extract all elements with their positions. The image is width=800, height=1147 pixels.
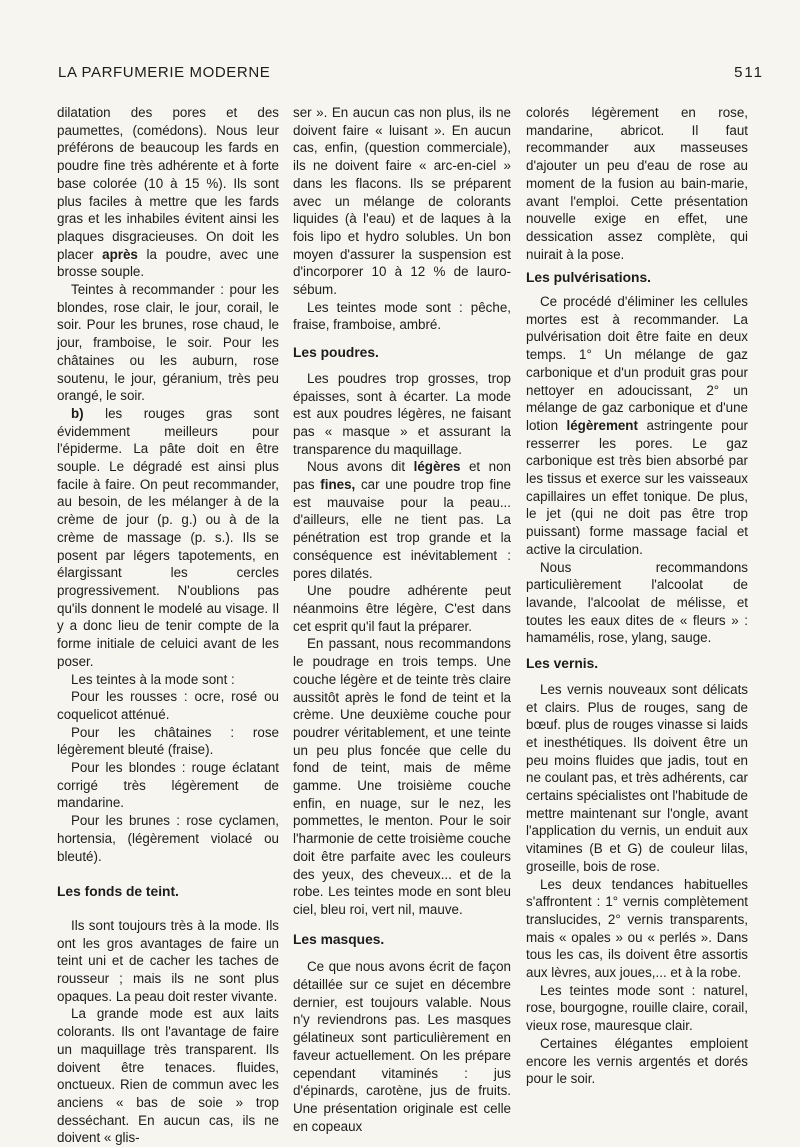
column-1 xyxy=(57,104,279,1147)
column-2 xyxy=(293,104,511,1135)
paragraph: colorés légèrement en rose, mandarine, abricot. Il faut recommander aux masseuses d'ajouter un peu d'eau de rose au moment de la fusion au bain-marie, avant l'emploi. Cette présentation nouvelle exige en effet, une dessication assez complète, qui nuirait à la pose. xyxy=(526,105,748,262)
paragraph: La grande mode est aux laits colorants. Ils ont l'avantage de faire un maquillage très transparent. Ils doivent être tenaces. fluides, onctueux. Rien de commun avec les anciens « bas de soie » trop desséchant. En aucun cas, ils ne doivent « glis- xyxy=(57,1006,279,1146)
section-heading-masques: Les masques. xyxy=(293,931,385,947)
paragraph: Les poudres trop grosses, trop épaisses, sont à écarter. La mode est aux poudres légères, ne faisant pas « masque » et assurant la transparence du maquillage. xyxy=(293,370,511,457)
paragraph: Pour les rousses : ocre, rosé ou coquelicot atténué. xyxy=(57,689,279,722)
emphasis: légères xyxy=(413,459,461,475)
paragraph: Les deux tendances habituelles s'affrontent : 1° vernis complètement translucides, 2° vernis transparents, mais « opales » ou « perlés ». Dans tous les cas, ils doivent être assortis aux lèvres, aux joues,... et à la robe. xyxy=(526,876,748,981)
page-number: 511 xyxy=(734,64,764,81)
emphasis: après xyxy=(102,246,138,262)
section-heading-vernis: Les vernis. xyxy=(526,656,599,672)
paragraph: ser ». En aucun cas non plus, ils ne doivent faire « luisant ». En aucun cas, enfin, (question commerciale), ils ne doivent faire « arc-en-ciel » dans les flacons. Ils se préparent avec un mélange de colorants liquides (à l'eau) et de laques à la fois lipo et hydro solubles. Un bon moyen d'assurer la suspension est d'incorporer 10 à 12 % de lauro-sébum. xyxy=(293,105,511,298)
section-heading-pulverisations: Les pulvérisations. xyxy=(526,270,651,286)
paragraph: Les vernis nouveaux sont délicats et clairs. Plus de rouges, sang de bœuf. plus de rouges vinasse si laids et inesthétiques. Ils doivent être un peu moins fluides que jadis, tout en ne coulant pas, et très adhérents, car certains spécialistes ont l'habitude de mettre maintenant sur l'ongle, avant l'application du vernis, un enduit aux vitamines (B et G) de couleur lilas, groseille, bois de rose. xyxy=(526,681,748,874)
paragraph: b) les rouges gras sont évidemment meilleurs pour l'épiderme. La pâte doit en être souple. Le dégradé est ainsi plus facile à faire. On peut recommander, au besoin, de les mélanger à de la crème de jour (p. g.) ou à de la crème de massage (p. s.). Ils se posent par légers tapotements, en élargissant les cercles progressivement. N'oublions pas qu'ils donnent le modelé au visage. Il y a donc lieu de tenir compte de la forme initiale de celuici avant de les poser. xyxy=(57,405,279,669)
section-heading-poudres: Les poudres. xyxy=(293,345,379,361)
paragraph: Ce procédé d'éliminer les cellules mortes est à recommander. La pulvérisation doit être faite en deux temps. 1° Un mélange de gaz carbonique et d'un produit gras pour nettoyer en adoucissant, 2° un mélange de gaz carbonique et d'une lotion légèrement astringente pour resserrer les pores. Le gaz carbonique est très bien absorbé par les tissus et exerce sur les vaisseaux capillaires un effet tonique. De plus, le jet (qui ne doit pas être trop puissant) forme massage facial et active la circulation. xyxy=(526,294,748,557)
paragraph: Les teintes mode sont : naturel, rose, bourgogne, rouille claire, corail, vieux rose, mauresque clair. xyxy=(526,982,748,1034)
paragraph: Une poudre adhérente peut néanmoins être légère, C'est dans cet esprit qu'il faut la préparer. xyxy=(293,583,511,634)
emphasis: fines, xyxy=(320,477,356,493)
paragraph: Les teintes à la mode sont : xyxy=(71,671,235,687)
running-head xyxy=(58,64,764,84)
paragraph: Nous avons dit légères et non pas fines, car une poudre trop fine est mauvaise pour la peau... d'ailleurs, elle ne tient pas. La pénétration est trop grande et la conséquence est inévitablement : pores dilatés. xyxy=(293,459,511,581)
emphasis: b) xyxy=(71,405,84,421)
column-3 xyxy=(526,104,748,1088)
paragraph: En passant, nous recommandons le poudrage en trois temps. Une couche légère et de teinte très claire aussitôt après le fond de teint et la crème. Une deuxième couche pour poudrer véritablement, et une teinte un peu plus foncée que celle du fond de teint, mais de même gamme. Une troisième couche enfin, en nuage, sur le nez, les pommettes, le menton. Pour le soir l'harmonie de cette troisième couche doit être parfaite avec les couleurs des yeux, des cheveux... et de la robe. Les teintes mode en sont bleu ciel, bleu roi, vert nil, mauve. xyxy=(293,636,511,917)
paragraph: dilatation des pores et des paumettes, (comédons). Nous leur préférons de beaucoup les fards en poudre fine très adhérente et à forte base colorée (10 à 15 %). Ils sont plus faciles à mettre que les fards gras et les inhabiles évitent ainsi les plaques disgracieuses. On doit les placer après la poudre, avec une brosse souple. xyxy=(57,105,279,280)
paragraph: Pour les blondes : rouge éclatant corrigé très légèrement de mandarine. xyxy=(57,760,279,811)
paragraph: Teintes à recommander : pour les blondes, rose clair, le jour, corail, le soir. Pour les brunes, rose chaud, le jour, framboise, le soir. Pour les châtaines ou les auburn, rose soutenu, le jour, géranium, très peu orangé, le soir. xyxy=(57,282,279,404)
paragraph: Nous recommandons particulièrement l'alcoolat de lavande, l'alcoolat de mélisse, et toutes les eaux dites de « fleurs » : hamamélis, rose, ylang, sauge. xyxy=(526,559,748,646)
paragraph: Ils sont toujours très à la mode. Ils ont les gros avantages de faire un teint uni et de cacher les taches de rousseur ; mais ils ne sont plus opaques. La peau doit rester vivante. xyxy=(57,917,279,1004)
paragraph: Les teintes mode sont : pêche, fraise, framboise, ambré. xyxy=(293,299,511,333)
paragraph: Ce que nous avons écrit de façon détaillée sur ce sujet en décembre dernier, est toujours valable. Nous n'y reviendrons pas. Les masques gélatineux sont particulièrement en faveur actuellement. On les prépare cependant vitaminés : jus d'épinards, carotène, jus de fruits. Une présentation originale est celle en copeaux xyxy=(293,959,511,1134)
section-heading-fonds-de-teint: Les fonds de teint. xyxy=(57,884,179,900)
paragraph: Certaines élégantes emploient encore les vernis argentés et dorés pour le soir. xyxy=(526,1035,748,1087)
journal-title: LA PARFUMERIE MODERNE xyxy=(58,64,271,81)
paragraph: Pour les brunes : rose cyclamen, hortensia, (légèrement violacé ou bleuté). xyxy=(57,813,279,864)
emphasis: légèrement xyxy=(566,417,638,433)
paragraph: Pour les châtaines : rose légèrement bleuté (fraise). xyxy=(57,724,279,758)
